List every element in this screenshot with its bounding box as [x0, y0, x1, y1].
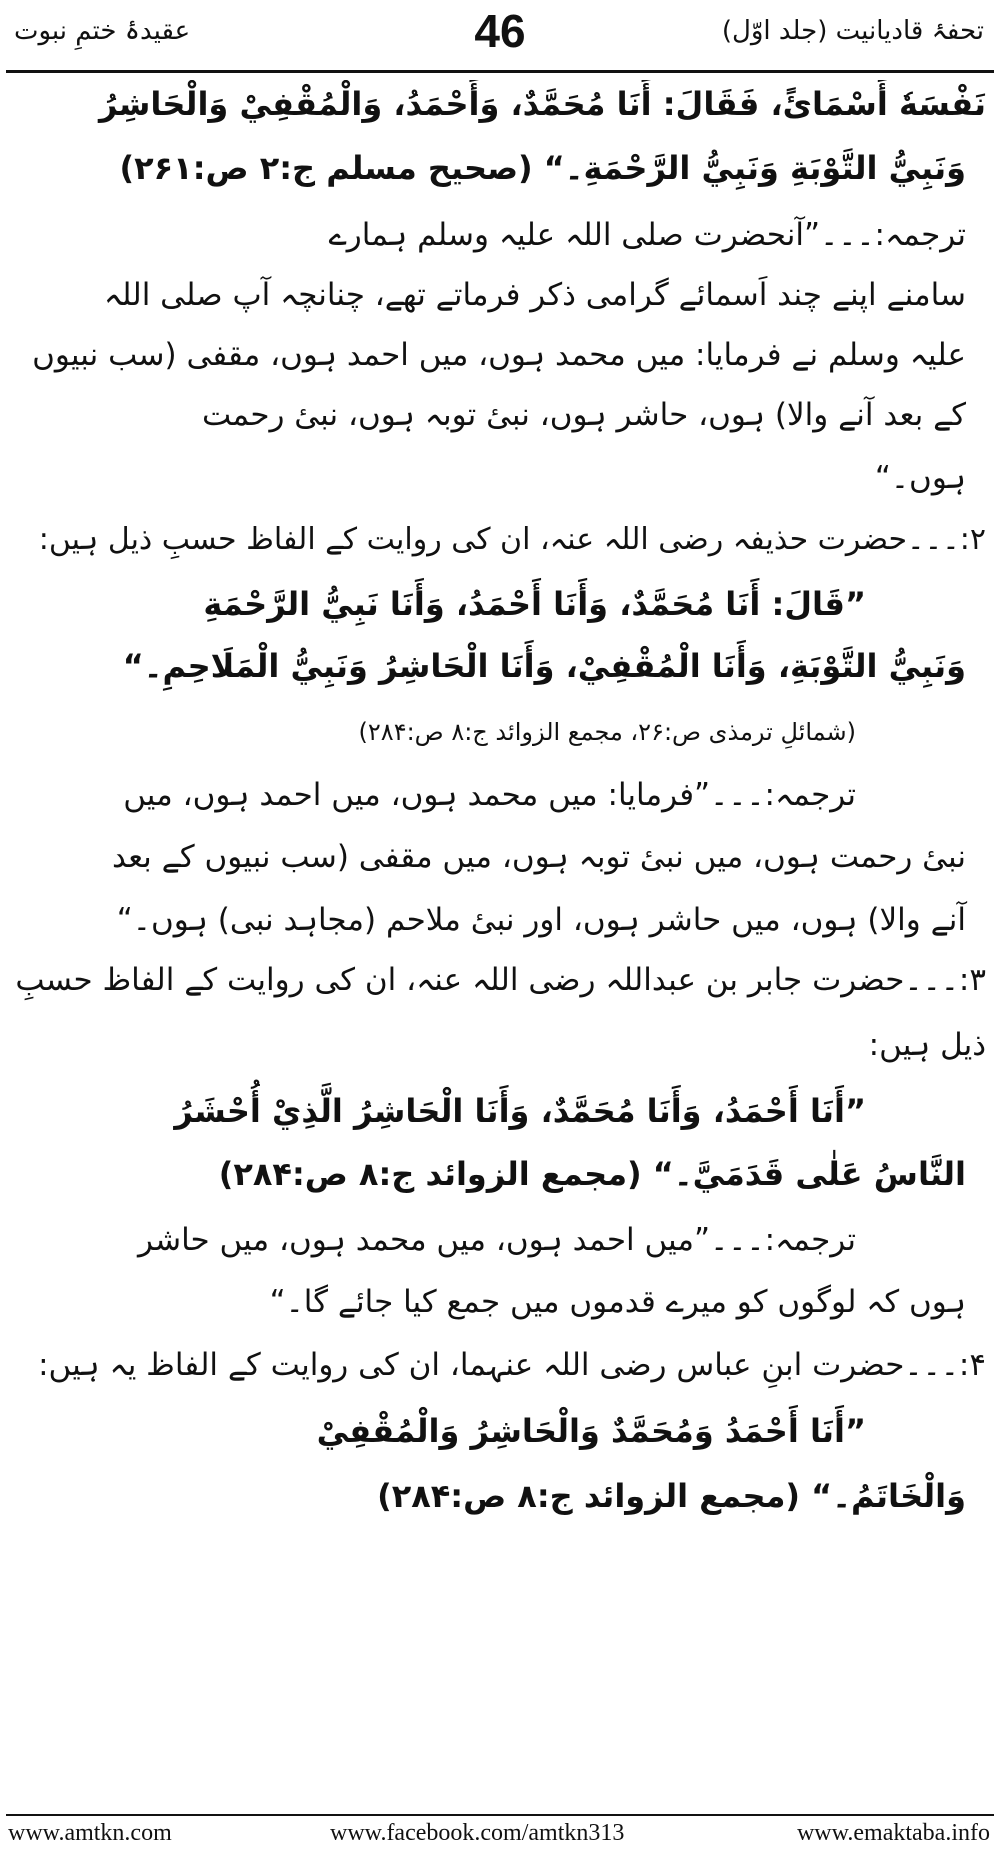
header-right-title: تحفۂ قادیانیت (جلد اوّل)	[721, 16, 984, 46]
footer-link-amtkn[interactable]: www.amtkn.com	[8, 1820, 172, 1846]
page-number: 46	[474, 5, 526, 57]
body-line: ۳:۔۔۔حضرت جابر بن عبداللہ رضی اللہ عنہ، ان کی روایت کے الفاظ حسبِ	[15, 962, 986, 998]
body-line: نَفْسَهٗ أَسْمَائً، فَقَالَ: أَنَا مُحَمَّدٌ، وَأَحْمَدُ، وَالْمُقْفِيْ وَالْحَاشِرُ	[98, 85, 986, 123]
body-line: ۴:۔۔۔حضرت ابنِ عباس رضی اللہ عنہما، ان کی روایت کے الفاظ یہ ہیں:	[38, 1347, 986, 1383]
page-header	[0, 0, 1000, 68]
body-line: وَنَبِيُّ التَّوْبَةِ، وَأَنَا الْمُقْفِيْ، وَأَنَا الْحَاشِرُ وَنَبِيُّ الْمَلَاحِمِ۔“	[122, 647, 966, 685]
header-left-title: عقیدۂ ختمِ نبوت	[14, 16, 191, 46]
page-body	[14, 80, 986, 1805]
body-line: ۲:۔۔۔حضرت حذیفہ رضی اللہ عنہ، ان کی روایت کے الفاظ حسبِ ذیل ہیں:	[38, 522, 986, 557]
body-line: کے بعد آنے والا) ہوں، حاشر ہوں، نبیٔ توبہ ہوں، نبیٔ رحمت	[201, 397, 966, 433]
body-line: ”أَنَا أَحْمَدُ، وَأَنَا مُحَمَّدٌ، وَأَنَا الْحَاشِرُ الَّذِيْ أُحْشَرُ	[174, 1092, 866, 1130]
body-line: وَالْخَاتَمُ۔“ (مجمع الزوائد ج:۸ ص:۲۸۴)	[377, 1477, 966, 1515]
body-line: ترجمہ:۔۔۔”میں احمد ہوں، میں محمد ہوں، میں حاشر	[138, 1222, 856, 1258]
body-line: نبیٔ رحمت ہوں، میں نبیٔ توبہ ہوں، میں مقفی (سب نبیوں کے بعد	[111, 839, 966, 875]
body-line: ”قَالَ: أَنَا مُحَمَّدٌ، وَأَنَا أَحْمَدُ، وَأَنَا نَبِيُّ الرَّحْمَةِ	[203, 585, 866, 623]
body-line: ”أَنَا أَحْمَدُ وَمُحَمَّدٌ وَالْحَاشِرُ وَالْمُقْفِيْ	[316, 1412, 866, 1450]
footer-divider	[6, 1814, 994, 1816]
footer-link-facebook[interactable]: www.facebook.com/amtkn313	[330, 1820, 625, 1846]
footer-link-emaktaba[interactable]: www.emaktaba.info	[796, 1820, 990, 1846]
body-line: سامنے اپنے چند اَسمائے گرامی ذکر فرماتے تھے، چنانچہ آپ صلی اللہ	[103, 277, 966, 313]
body-line: ہوں کہ لوگوں کو میرے قدموں میں جمع کیا جائے گا۔“	[269, 1284, 966, 1320]
body-line: ترجمہ:۔۔۔”آنحضرت صلی اللہ علیہ وسلم ہمارے	[328, 217, 966, 253]
body-line: ترجمہ:۔۔۔”فرمایا: میں محمد ہوں، میں احمد ہوں، میں	[123, 777, 856, 813]
body-line: ہوں۔“	[874, 460, 966, 496]
header-divider	[6, 70, 994, 73]
body-line: وَنَبِيُّ التَّوْبَةِ وَنَبِيُّ الرَّحْمَةِ۔“ (صحیح مسلم ج:۲ ص:۲۶۱)	[119, 149, 966, 187]
page-footer	[0, 1818, 1000, 1850]
body-line: النَّاسُ عَلٰى قَدَمَيَّ۔“ (مجمع الزوائد ج:۸ ص:۲۸۴)	[218, 1155, 966, 1193]
body-line: آنے والا) ہوں، میں حاشر ہوں، اور نبیٔ ملاحم (مجاہد نبی) ہوں۔“	[116, 902, 966, 938]
body-line: ذیل ہیں:	[868, 1027, 986, 1063]
body-line: (شمائلِ ترمذی ص:۲۶، مجمع الزوائد ج:۸ ص:۲۸۴)	[358, 718, 856, 746]
body-line: علیہ وسلم نے فرمایا: میں محمد ہوں، میں احمد ہوں، مقفی (سب نبیوں	[32, 337, 966, 373]
